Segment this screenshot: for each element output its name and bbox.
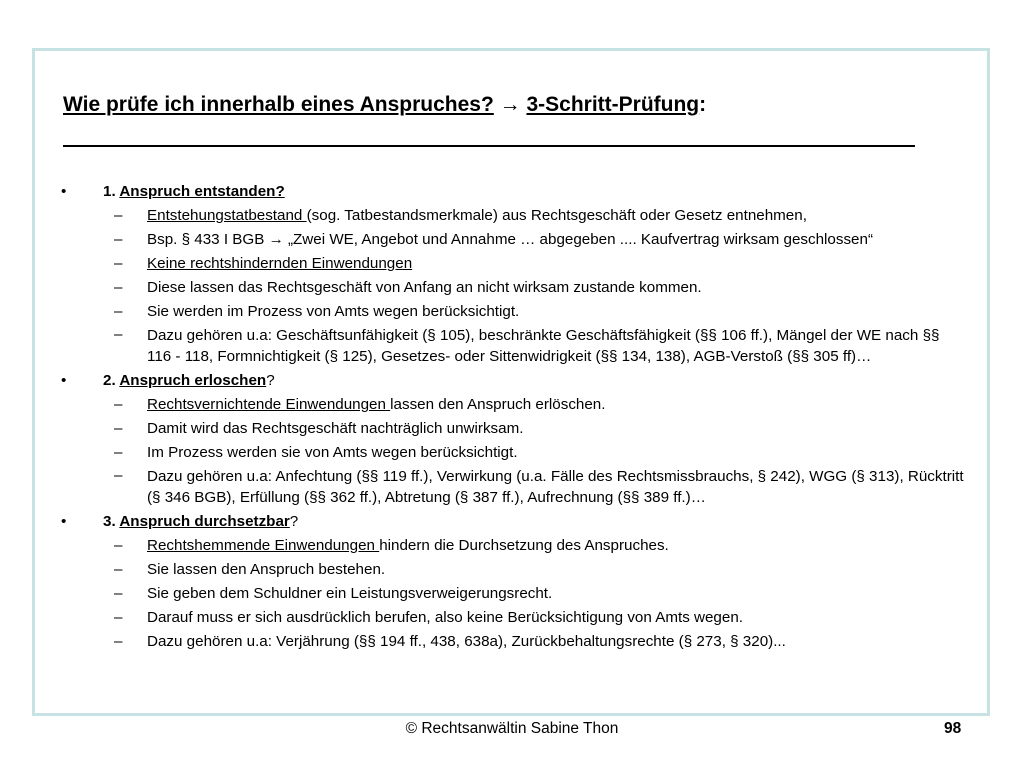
- section-suffix: ?: [266, 372, 275, 389]
- dash-icon: –: [114, 326, 123, 343]
- slide-content: [57, 180, 967, 654]
- dash-icon: –: [114, 467, 123, 484]
- dash-icon: –: [114, 279, 123, 296]
- section-title: Anspruch durchsetzbar: [119, 513, 290, 530]
- bullet-icon: •: [61, 513, 67, 530]
- slide-title: [63, 93, 706, 117]
- item-text: Sie geben dem Schuldner ein Leistungsverweigerungsrecht.: [147, 585, 553, 602]
- dash-icon: –: [114, 420, 123, 437]
- list-item: [57, 417, 967, 441]
- item-text: Bsp. § 433 I BGB → „Zwei WE, Angebot und Annahme … abgegeben .... Kaufvertrag wirksam geschlossen“: [147, 231, 874, 248]
- section-heading-3: [57, 510, 967, 534]
- section-number: 3.: [103, 513, 116, 530]
- section-number: 1.: [103, 183, 116, 200]
- bullet-icon: •: [61, 183, 67, 200]
- list-item: [57, 606, 967, 630]
- title-colon: :: [699, 93, 707, 116]
- list-item: [57, 393, 967, 417]
- term-link: Entstehungstatbestand: [147, 207, 307, 224]
- item-text: lassen den Anspruch erlöschen.: [390, 396, 606, 413]
- item-text: Diese lassen das Rechtsgeschäft von Anfang an nicht wirksam zustande kommen.: [147, 279, 702, 296]
- item-text: Damit wird das Rechtsgeschäft nachträglich unwirksam.: [147, 420, 524, 437]
- list-item: [57, 324, 967, 369]
- list-item: [57, 252, 967, 276]
- dash-icon: –: [114, 255, 123, 272]
- arrow-icon: →: [499, 93, 521, 116]
- dash-icon: –: [114, 537, 123, 554]
- list-item: [57, 204, 967, 228]
- term-link: Rechtsvernichtende Einwendungen: [147, 396, 391, 413]
- list-item: [57, 300, 967, 324]
- dash-icon: –: [114, 633, 123, 650]
- list-item: [57, 465, 967, 510]
- title-main: Wie prüfe ich innerhalb eines Anspruches?: [63, 93, 494, 116]
- list-item: [57, 630, 967, 654]
- slide-frame: [32, 48, 990, 716]
- list-item: [57, 276, 967, 300]
- item-text: Dazu gehören u.a: Geschäftsunfähigkeit (§ 105), beschränkte Geschäftsfähigkeit (§§ 106 ff.), Mängel der WE nach §§ 116 - 118, Formnichtigkeit (§ 125), Gesetzes- oder Sittenwidrigkeit (§§ 134, 138), AGB-Verstoß (§§ 305 ff)…: [147, 327, 940, 365]
- dash-icon: –: [114, 231, 123, 248]
- item-text: Dazu gehören u.a: Anfechtung (§§ 119 ff.), Verwirkung (u.a. Fälle des Rechtsmissbrauchs, § 242), WGG (§ 313), Rücktritt (§ 346 BGB), Erfüllung (§§ 362 ff.), Abtretung (§ 387 ff.), Aufrechnung (§§ 389 ff.)…: [147, 468, 964, 506]
- section-heading-1: [57, 180, 967, 204]
- dash-icon: –: [114, 609, 123, 626]
- dash-icon: –: [114, 444, 123, 461]
- item-text: (sog. Tatbestandsmerkmale) aus Rechtsgeschäft oder Gesetz entnehmen,: [306, 207, 807, 224]
- dash-icon: –: [114, 207, 123, 224]
- section-title: Anspruch entstanden?: [119, 183, 285, 200]
- item-text: Sie lassen den Anspruch bestehen.: [147, 561, 386, 578]
- section-heading-2: [57, 369, 967, 393]
- item-text: Im Prozess werden sie von Amts wegen berücksichtigt.: [147, 444, 518, 461]
- list-item: [57, 228, 967, 252]
- item-text: hindern die Durchsetzung des Anspruches.: [379, 537, 669, 554]
- item-text: Dazu gehören u.a: Verjährung (§§ 194 ff., 438, 638a), Zurückbehaltungsrechte (§ 273, § 320)...: [147, 633, 786, 650]
- dash-icon: –: [114, 561, 123, 578]
- section-number: 2.: [103, 372, 116, 389]
- list-item: [57, 441, 967, 465]
- term-link: Rechtshemmende Einwendungen: [147, 537, 380, 554]
- section-title: Anspruch erloschen: [119, 372, 267, 389]
- page-number: 98: [944, 720, 962, 737]
- term-link: Keine rechtshindernden Einwendungen: [147, 255, 413, 272]
- dash-icon: –: [114, 303, 123, 320]
- section-suffix: ?: [289, 513, 299, 530]
- title-divider: [63, 145, 915, 147]
- dash-icon: –: [114, 585, 123, 602]
- item-text: Darauf muss er sich ausdrücklich berufen, also keine Berücksichtigung von Amts wegen.: [147, 609, 743, 626]
- copyright-text: © Rechtsanwältin Sabine Thon: [405, 720, 619, 737]
- bullet-icon: •: [61, 372, 67, 389]
- title-highlight: 3-Schritt-Prüfung: [526, 93, 700, 116]
- dash-icon: –: [114, 396, 123, 413]
- item-text: Sie werden im Prozess von Amts wegen berücksichtigt.: [147, 303, 520, 320]
- list-item: [57, 582, 967, 606]
- list-item: [57, 558, 967, 582]
- list-item: [57, 534, 967, 558]
